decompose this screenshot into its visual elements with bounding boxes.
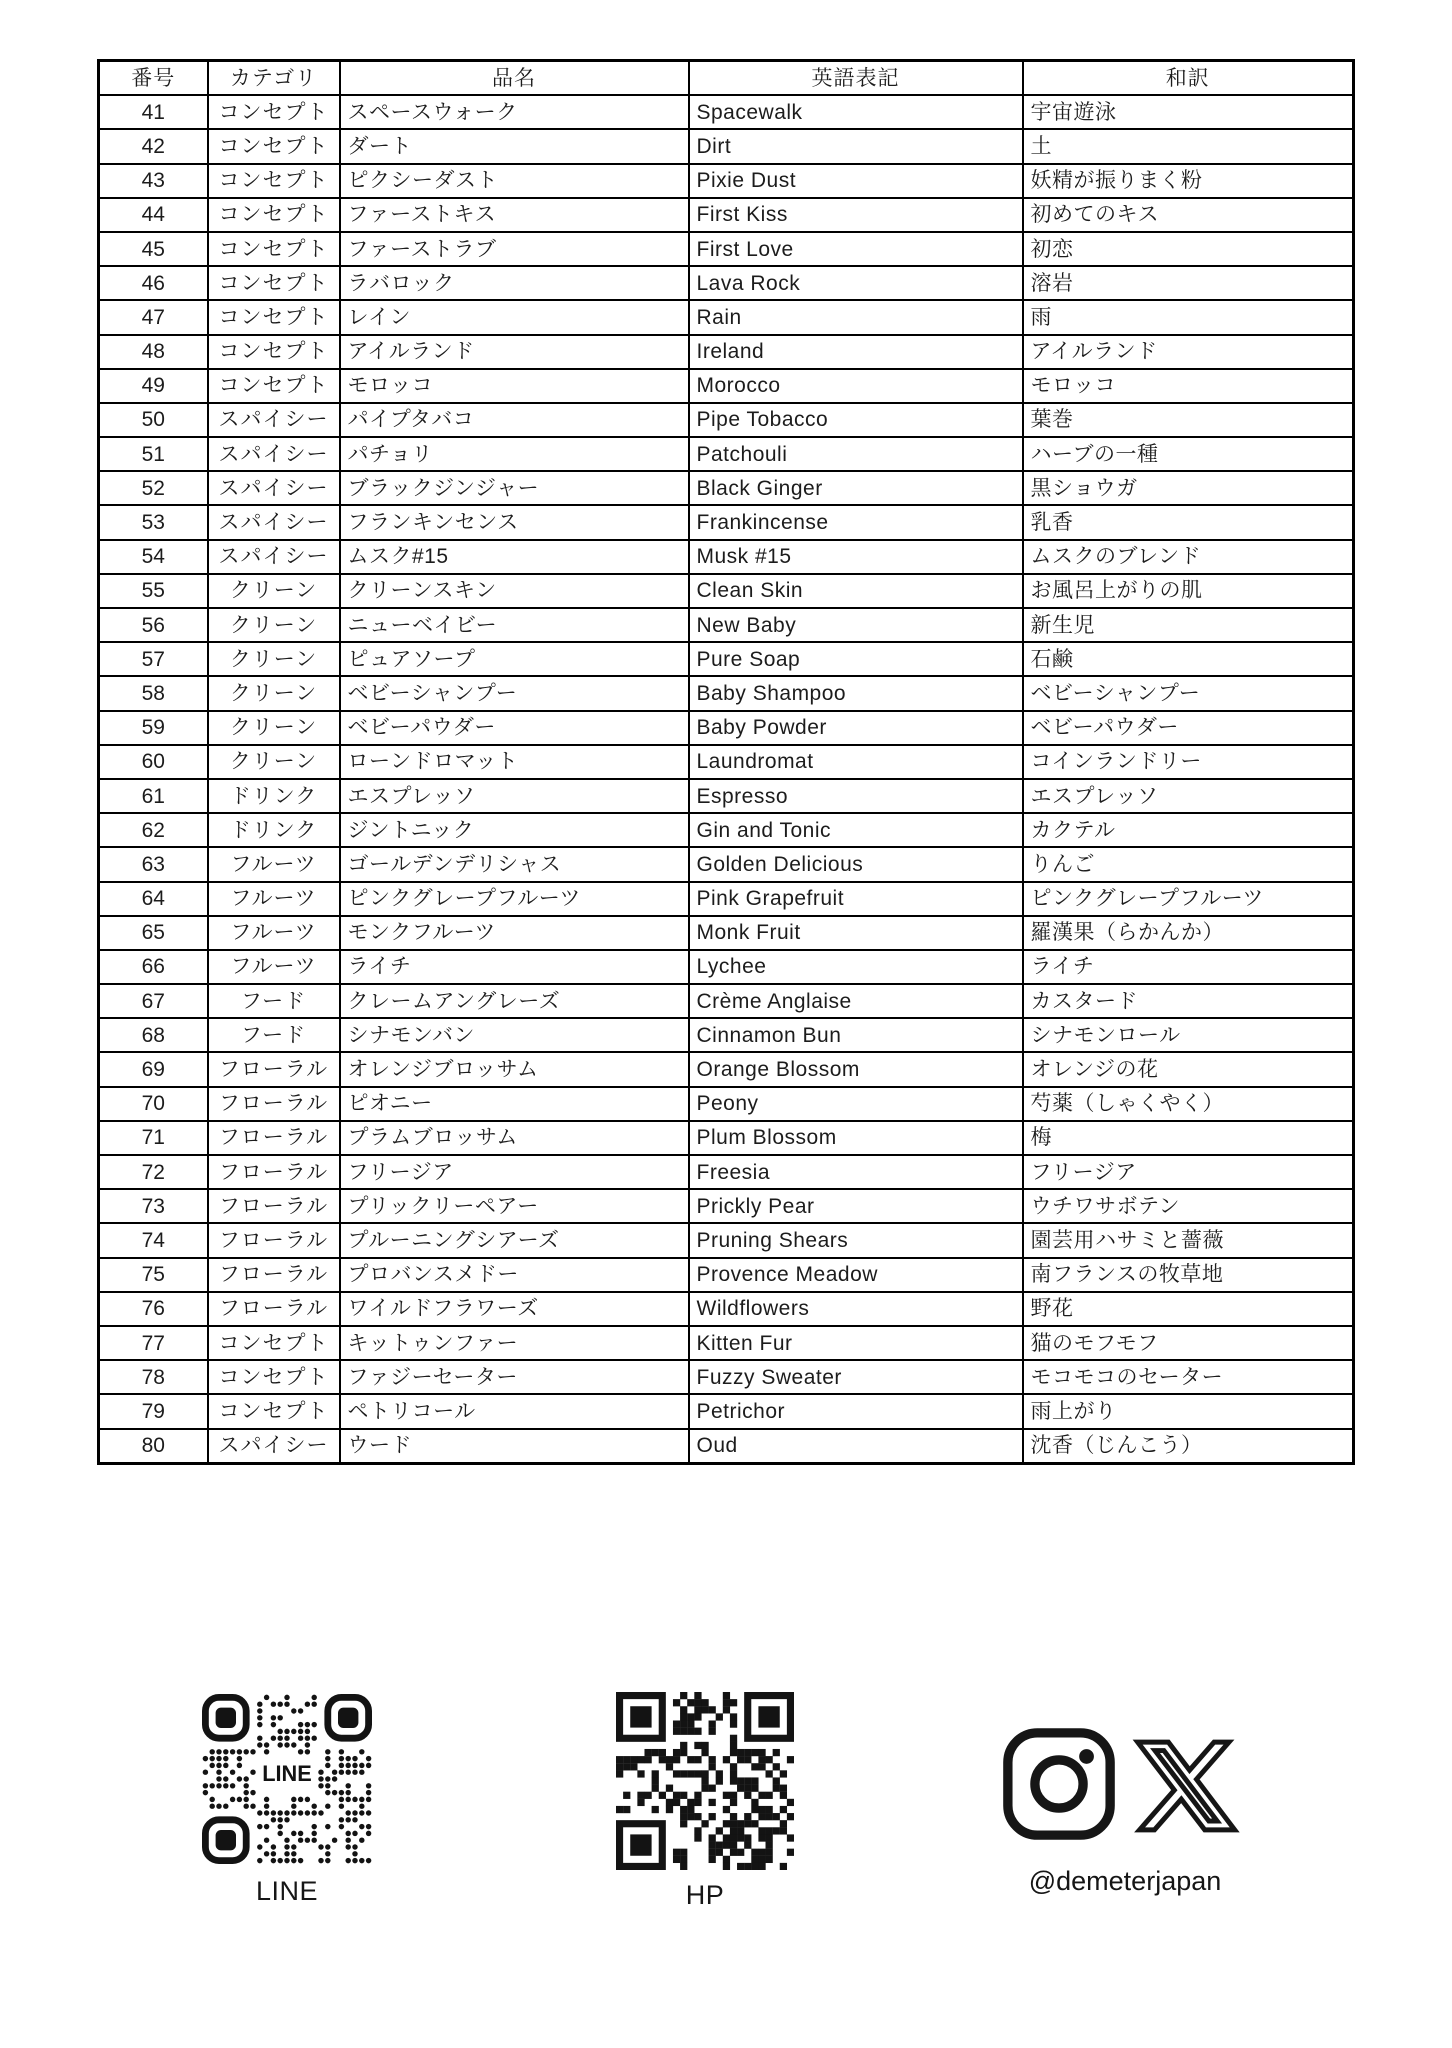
cell-category: コンセプト (208, 95, 340, 129)
cell-english-name: Spacewalk (689, 95, 1023, 129)
cell-japanese-translation: アイルランド (1023, 335, 1354, 369)
cell-english-name: Laundromat (689, 745, 1023, 779)
cell-english-name: Prickly Pear (689, 1189, 1023, 1223)
cell-product-name: エスプレッソ (340, 779, 689, 813)
cell-product-name: ジントニック (340, 813, 689, 847)
cell-japanese-translation: 雨 (1023, 300, 1354, 334)
table-row (99, 1394, 1354, 1428)
cell-number: 41 (99, 95, 208, 129)
cell-english-name: Lava Rock (689, 266, 1023, 300)
cell-category: ドリンク (208, 813, 340, 847)
cell-english-name: Espresso (689, 779, 1023, 813)
cell-category: フローラル (208, 1121, 340, 1155)
cell-number: 49 (99, 369, 208, 403)
table-row (99, 164, 1354, 198)
table-row (99, 813, 1354, 847)
header-japanese-translation: 和訳 (1023, 61, 1354, 96)
cell-number: 70 (99, 1087, 208, 1121)
table-row (99, 300, 1354, 334)
cell-category: フローラル (208, 1052, 340, 1086)
cell-product-name: ムスク#15 (340, 540, 689, 574)
cell-number: 77 (99, 1326, 208, 1360)
cell-category: スパイシー (208, 540, 340, 574)
table-row (99, 505, 1354, 539)
cell-english-name: Golden Delicious (689, 847, 1023, 881)
cell-japanese-translation: 園芸用ハサミと薔薇 (1023, 1223, 1354, 1257)
cell-category: フローラル (208, 1087, 340, 1121)
cell-japanese-translation: 雨上がり (1023, 1394, 1354, 1428)
cell-category: フード (208, 984, 340, 1018)
cell-japanese-translation: お風呂上がりの肌 (1023, 574, 1354, 608)
cell-japanese-translation: ベビーパウダー (1023, 711, 1354, 745)
cell-number: 46 (99, 266, 208, 300)
cell-number: 68 (99, 1018, 208, 1052)
cell-english-name: Fuzzy Sweater (689, 1360, 1023, 1394)
cell-product-name: ワイルドフラワーズ (340, 1292, 689, 1326)
cell-category: コンセプト (208, 300, 340, 334)
table-row (99, 574, 1354, 608)
cell-japanese-translation: カスタード (1023, 984, 1354, 1018)
cell-english-name: Plum Blossom (689, 1121, 1023, 1155)
table-row (99, 335, 1354, 369)
cell-japanese-translation: シナモンロール (1023, 1018, 1354, 1052)
cell-japanese-translation: フリージア (1023, 1155, 1354, 1189)
cell-japanese-translation: 石鹸 (1023, 642, 1354, 676)
cell-product-name: プロバンスメドー (340, 1258, 689, 1292)
cell-japanese-translation: エスプレッソ (1023, 779, 1354, 813)
table-row (99, 437, 1354, 471)
cell-category: コンセプト (208, 1326, 340, 1360)
cell-japanese-translation: ウチワサボテン (1023, 1189, 1354, 1223)
cell-product-name: フランキンセンス (340, 505, 689, 539)
cell-product-name: キットゥンファー (340, 1326, 689, 1360)
cell-number: 54 (99, 540, 208, 574)
header-number: 番号 (99, 61, 208, 96)
cell-product-name: モンクフルーツ (340, 916, 689, 950)
cell-number: 78 (99, 1360, 208, 1394)
cell-category: クリーン (208, 711, 340, 745)
cell-japanese-translation: 梅 (1023, 1121, 1354, 1155)
cell-english-name: Morocco (689, 369, 1023, 403)
table-row (99, 1121, 1354, 1155)
cell-product-name: ベビーシャンプー (340, 676, 689, 710)
cell-product-name: ベビーパウダー (340, 711, 689, 745)
table-row (99, 642, 1354, 676)
social-handle: @demeterjapan (1028, 1866, 1222, 1896)
table-row (99, 540, 1354, 574)
cell-japanese-translation: 猫のモフモフ (1023, 1326, 1354, 1360)
cell-product-name: ピオニー (340, 1087, 689, 1121)
cell-product-name: クレームアングレーズ (340, 984, 689, 1018)
table-row (99, 676, 1354, 710)
table-row (99, 129, 1354, 163)
cell-english-name: Lychee (689, 950, 1023, 984)
social-icons (1000, 1725, 1250, 1847)
table-row (99, 711, 1354, 745)
table-row (99, 1223, 1354, 1257)
cell-product-name: ファーストラブ (340, 232, 689, 266)
cell-product-name: ラバロック (340, 266, 689, 300)
cell-japanese-translation: 葉巻 (1023, 403, 1354, 437)
cell-english-name: Pink Grapefruit (689, 882, 1023, 916)
cell-category: フード (208, 1018, 340, 1052)
cell-english-name: Clean Skin (689, 574, 1023, 608)
cell-category: フローラル (208, 1155, 340, 1189)
cell-category: ドリンク (208, 779, 340, 813)
cell-category: コンセプト (208, 164, 340, 198)
cell-category: コンセプト (208, 369, 340, 403)
cell-english-name: Dirt (689, 129, 1023, 163)
cell-number: 76 (99, 1292, 208, 1326)
cell-number: 57 (99, 642, 208, 676)
cell-english-name: First Love (689, 232, 1023, 266)
cell-english-name: Baby Shampoo (689, 676, 1023, 710)
cell-number: 66 (99, 950, 208, 984)
cell-english-name: Pipe Tobacco (689, 403, 1023, 437)
cell-number: 44 (99, 198, 208, 232)
cell-category: フローラル (208, 1292, 340, 1326)
cell-japanese-translation: 宇宙遊泳 (1023, 95, 1354, 129)
cell-japanese-translation: ライチ (1023, 950, 1354, 984)
cell-product-name: ピクシーダスト (340, 164, 689, 198)
cell-number: 63 (99, 847, 208, 881)
cell-english-name: Orange Blossom (689, 1052, 1023, 1086)
cell-product-name: プルーニングシアーズ (340, 1223, 689, 1257)
cell-japanese-translation: ピンクグレープフルーツ (1023, 882, 1354, 916)
cell-english-name: Pure Soap (689, 642, 1023, 676)
cell-category: スパイシー (208, 437, 340, 471)
table-row (99, 1429, 1354, 1464)
header-english-name: 英語表記 (689, 61, 1023, 96)
cell-category: フルーツ (208, 847, 340, 881)
table-row (99, 1326, 1354, 1360)
cell-category: フルーツ (208, 882, 340, 916)
line-qr-code (202, 1694, 372, 1864)
cell-english-name: Musk #15 (689, 540, 1023, 574)
cell-product-name: ウード (340, 1429, 689, 1464)
cell-english-name: Crème Anglaise (689, 984, 1023, 1018)
table-row (99, 266, 1354, 300)
table-body (99, 95, 1354, 1463)
cell-english-name: Peony (689, 1087, 1023, 1121)
line-qr-label: LINE (255, 1876, 319, 1906)
cell-number: 53 (99, 505, 208, 539)
instagram-icon (1000, 1725, 1118, 1848)
cell-category: フローラル (208, 1223, 340, 1257)
cell-number: 67 (99, 984, 208, 1018)
cell-category: クリーン (208, 642, 340, 676)
table-row (99, 984, 1354, 1018)
cell-product-name: ピンクグレープフルーツ (340, 882, 689, 916)
cell-product-name: プラムブロッサム (340, 1121, 689, 1155)
cell-japanese-translation: 沈香（じんこう） (1023, 1429, 1354, 1464)
cell-category: コンセプト (208, 1394, 340, 1428)
cell-number: 42 (99, 129, 208, 163)
cell-english-name: Cinnamon Bun (689, 1018, 1023, 1052)
cell-japanese-translation: カクテル (1023, 813, 1354, 847)
cell-product-name: モロッコ (340, 369, 689, 403)
cell-japanese-translation: 初めてのキス (1023, 198, 1354, 232)
cell-number: 60 (99, 745, 208, 779)
cell-english-name: Oud (689, 1429, 1023, 1464)
cell-number: 79 (99, 1394, 208, 1428)
cell-category: スパイシー (208, 403, 340, 437)
cell-japanese-translation: オレンジの花 (1023, 1052, 1354, 1086)
cell-category: コンセプト (208, 232, 340, 266)
cell-japanese-translation: 妖精が振りまく粉 (1023, 164, 1354, 198)
cell-japanese-translation: コインランドリー (1023, 745, 1354, 779)
cell-english-name: Rain (689, 300, 1023, 334)
cell-english-name: New Baby (689, 608, 1023, 642)
cell-product-name: オレンジブロッサム (340, 1052, 689, 1086)
cell-english-name: Gin and Tonic (689, 813, 1023, 847)
cell-category: フローラル (208, 1189, 340, 1223)
cell-product-name: パチョリ (340, 437, 689, 471)
cell-category: フローラル (208, 1258, 340, 1292)
table-row (99, 950, 1354, 984)
cell-category: スパイシー (208, 505, 340, 539)
cell-english-name: Monk Fruit (689, 916, 1023, 950)
cell-japanese-translation: 土 (1023, 129, 1354, 163)
cell-english-name: Provence Meadow (689, 1258, 1023, 1292)
table-row (99, 608, 1354, 642)
table-row (99, 95, 1354, 129)
cell-number: 52 (99, 471, 208, 505)
cell-category: クリーン (208, 745, 340, 779)
cell-english-name: Freesia (689, 1155, 1023, 1189)
cell-category: コンセプト (208, 1360, 340, 1394)
cell-product-name: ピュアソープ (340, 642, 689, 676)
cell-english-name: Baby Powder (689, 711, 1023, 745)
table-row (99, 471, 1354, 505)
cell-english-name: Patchouli (689, 437, 1023, 471)
table-row (99, 847, 1354, 881)
cell-product-name: ファジーセーター (340, 1360, 689, 1394)
cell-japanese-translation: ハーブの一種 (1023, 437, 1354, 471)
table-row (99, 403, 1354, 437)
cell-japanese-translation: 芍薬（しゃくやく） (1023, 1087, 1354, 1121)
table-row (99, 1087, 1354, 1121)
cell-number: 59 (99, 711, 208, 745)
cell-number: 43 (99, 164, 208, 198)
cell-english-name: Wildflowers (689, 1292, 1023, 1326)
cell-product-name: ペトリコール (340, 1394, 689, 1428)
cell-product-name: アイルランド (340, 335, 689, 369)
cell-english-name: First Kiss (689, 198, 1023, 232)
cell-category: フルーツ (208, 916, 340, 950)
cell-number: 64 (99, 882, 208, 916)
cell-japanese-translation: ベビーシャンプー (1023, 676, 1354, 710)
svg-text:LINE: LINE (262, 1761, 312, 1787)
table-row (99, 369, 1354, 403)
cell-number: 47 (99, 300, 208, 334)
cell-number: 55 (99, 574, 208, 608)
cell-number: 80 (99, 1429, 208, 1464)
cell-category: クリーン (208, 676, 340, 710)
fragrance-table (97, 59, 1355, 1465)
table-header-row (99, 61, 1354, 96)
table-row (99, 1155, 1354, 1189)
cell-number: 73 (99, 1189, 208, 1223)
cell-english-name: Kitten Fur (689, 1326, 1023, 1360)
cell-japanese-translation: 新生児 (1023, 608, 1354, 642)
cell-japanese-translation: 野花 (1023, 1292, 1354, 1326)
cell-category: コンセプト (208, 198, 340, 232)
cell-number: 61 (99, 779, 208, 813)
cell-japanese-translation: りんご (1023, 847, 1354, 881)
cell-japanese-translation: 南フランスの牧草地 (1023, 1258, 1354, 1292)
cell-product-name: フリージア (340, 1155, 689, 1189)
cell-number: 45 (99, 232, 208, 266)
cell-number: 48 (99, 335, 208, 369)
cell-japanese-translation: モロッコ (1023, 369, 1354, 403)
cell-number: 71 (99, 1121, 208, 1155)
table-row (99, 1360, 1354, 1394)
cell-product-name: パイプタバコ (340, 403, 689, 437)
table-row (99, 1258, 1354, 1292)
header-category: カテゴリ (208, 61, 340, 96)
cell-product-name: クリーンスキン (340, 574, 689, 608)
hp-qr-code (616, 1692, 794, 1870)
cell-japanese-translation: 羅漢果（らかんか） (1023, 916, 1354, 950)
cell-japanese-translation: 乳香 (1023, 505, 1354, 539)
table-row (99, 232, 1354, 266)
cell-product-name: ダート (340, 129, 689, 163)
cell-number: 75 (99, 1258, 208, 1292)
cell-product-name: ブラックジンジャー (340, 471, 689, 505)
cell-japanese-translation: 黒ショウガ (1023, 471, 1354, 505)
cell-product-name: シナモンバン (340, 1018, 689, 1052)
cell-product-name: ローンドロマット (340, 745, 689, 779)
cell-product-name: プリックリーペアー (340, 1189, 689, 1223)
cell-product-name: ゴールデンデリシャス (340, 847, 689, 881)
cell-category: クリーン (208, 574, 340, 608)
table-row (99, 779, 1354, 813)
cell-english-name: Petrichor (689, 1394, 1023, 1428)
cell-number: 74 (99, 1223, 208, 1257)
table-row (99, 916, 1354, 950)
cell-english-name: Frankincense (689, 505, 1023, 539)
cell-product-name: ニューベイビー (340, 608, 689, 642)
cell-category: コンセプト (208, 335, 340, 369)
cell-english-name: Black Ginger (689, 471, 1023, 505)
cell-category: コンセプト (208, 129, 340, 163)
cell-number: 65 (99, 916, 208, 950)
cell-number: 51 (99, 437, 208, 471)
cell-japanese-translation: モコモコのセーター (1023, 1360, 1354, 1394)
cell-number: 62 (99, 813, 208, 847)
cell-product-name: スペースウォーク (340, 95, 689, 129)
hp-qr-label: HP (685, 1880, 725, 1910)
cell-product-name: ライチ (340, 950, 689, 984)
table-row (99, 1292, 1354, 1326)
x-icon (1132, 1732, 1240, 1845)
cell-category: スパイシー (208, 1429, 340, 1464)
header-product-name: 品名 (340, 61, 689, 96)
cell-japanese-translation: 初恋 (1023, 232, 1354, 266)
table-row (99, 1018, 1354, 1052)
cell-number: 58 (99, 676, 208, 710)
table-row (99, 1052, 1354, 1086)
cell-product-name: ファーストキス (340, 198, 689, 232)
cell-category: コンセプト (208, 266, 340, 300)
table-row (99, 198, 1354, 232)
cell-product-name: レイン (340, 300, 689, 334)
cell-english-name: Pixie Dust (689, 164, 1023, 198)
table-row (99, 882, 1354, 916)
cell-japanese-translation: 溶岩 (1023, 266, 1354, 300)
cell-japanese-translation: ムスクのブレンド (1023, 540, 1354, 574)
cell-category: スパイシー (208, 471, 340, 505)
table-row (99, 745, 1354, 779)
cell-number: 56 (99, 608, 208, 642)
cell-english-name: Pruning Shears (689, 1223, 1023, 1257)
cell-number: 50 (99, 403, 208, 437)
cell-category: クリーン (208, 608, 340, 642)
cell-number: 69 (99, 1052, 208, 1086)
cell-english-name: Ireland (689, 335, 1023, 369)
cell-category: フルーツ (208, 950, 340, 984)
cell-number: 72 (99, 1155, 208, 1189)
table-row (99, 1189, 1354, 1223)
